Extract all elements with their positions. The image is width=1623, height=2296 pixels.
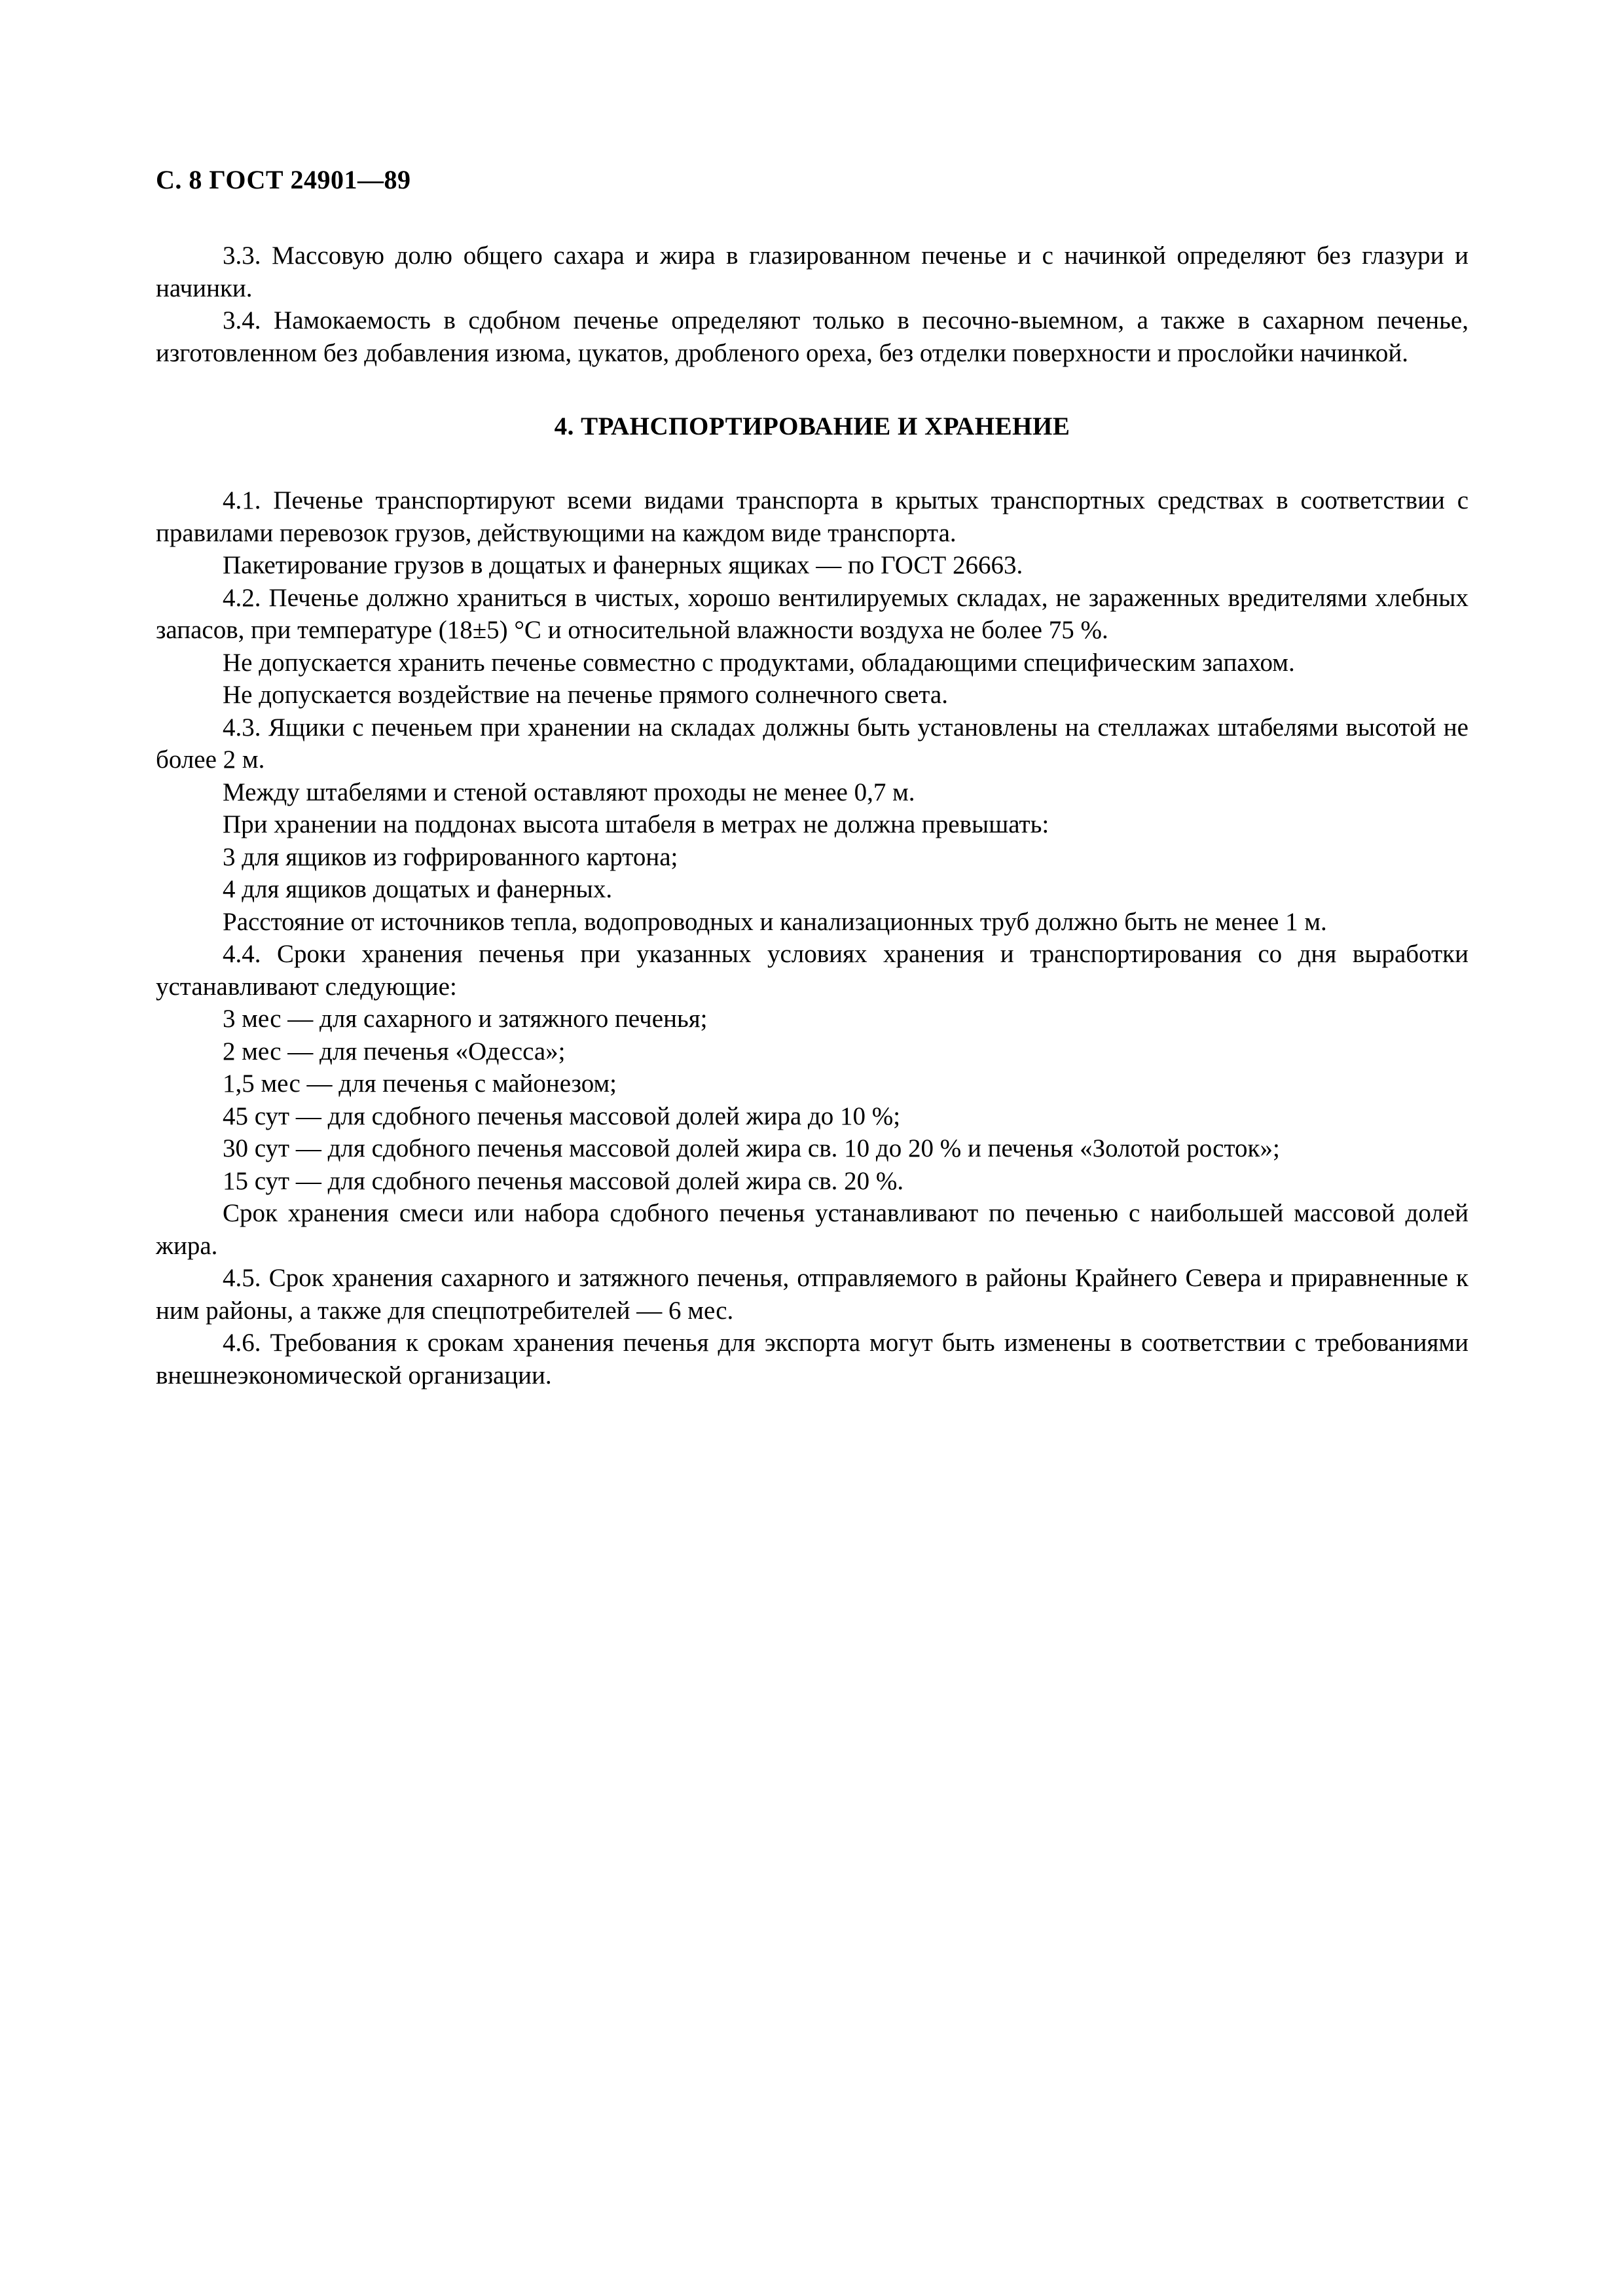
paragraph-4-3: 4.3. Ящики с печеньем при хранении на складах должны быть установлены на стеллажах штабелями высотой не более 2 м. [156, 713, 1468, 774]
paragraph-4-5: 4.5. Срок хранения сахарного и затяжного печенья, отправляемого в районы Крайнего Севера и приравненные к ним районы, а также для спецпотребителей — 6 мес. [156, 1264, 1468, 1325]
paragraph-4-6: 4.6. Требования к срокам хранения печенья для экспорта могут быть изменены в соответствии с требованиями внешнеэкономической организации. [156, 1329, 1468, 1390]
intro-section [156, 240, 1468, 369]
paragraph: Расстояние от источников тепла, водопроводных и канализационных труб должно быть не менее 1 м. [223, 907, 1327, 936]
document-page [156, 162, 1468, 1391]
section-body [156, 484, 1468, 1391]
list-item: 4 для ящиков дощатых и фанерных. [223, 875, 613, 903]
paragraph-3-3: 3.3. Массовую долю общего сахара и жира в глазированном печенье и с начинкой определяют без глазури и начинки. [156, 242, 1468, 302]
list-item: 45 сут — для сдобного печенья массовой долей жира до 10 %; [223, 1102, 901, 1130]
list-item: 15 сут — для сдобного печенья массовой долей жира св. 20 %. [223, 1166, 904, 1195]
paragraph-3-4: 3.4. Намокаемость в сдобном печенье определяют только в песочно-выемном, а также в сахарном печенье, изготовленном без добавления изюма, цукатов, дробленого ореха, без отделки поверхности и прослойки начинкой. [156, 306, 1468, 367]
list-item: 30 сут — для сдобного печенья массовой долей жира св. 10 до 20 % и печенья «Золотой росток»; [223, 1134, 1280, 1162]
list-item: 3 мес — для сахарного и затяжного печенья; [223, 1005, 708, 1033]
list-item: 1,5 мес — для печенья с майонезом; [223, 1069, 617, 1098]
section-title: 4. ТРАНСПОРТИРОВАНИЕ И ХРАНЕНИЕ [554, 412, 1070, 440]
paragraph-4-2: 4.2. Печенье должно храниться в чистых, хорошо вентилируемых складах, не зараженных вредителями хлебных запасов, при температуре (18±5) °С и относительной влажности воздуха не более 75 %. [156, 583, 1468, 644]
paragraph: Пакетирование грузов в дощатых и фанерных ящиках — по ГОСТ 26663. [223, 551, 1023, 579]
paragraph: Не допускается воздействие на печенье прямого солнечного света. [223, 681, 948, 709]
paragraph-4-1: 4.1. Печенье транспортируют всеми видами транспорта в крытых транспортных средствах в соответствии с правилами перевозок грузов, действующими на каждом виде транспорта. [156, 486, 1468, 547]
paragraph: Между штабелями и стеной оставляют проходы не менее 0,7 м. [223, 778, 915, 806]
paragraph: Не допускается хранить печенье совместно с продуктами, обладающими специфическим запахом. [223, 648, 1295, 677]
list-item: 3 для ящиков из гофрированного картона; [223, 842, 678, 871]
paragraph-4-4: 4.4. Сроки хранения печенья при указанных условиях хранения и транспортирования со дня выработки устанавливают следующие: [156, 940, 1468, 1001]
list-item: 2 мес — для печенья «Одесса»; [223, 1037, 566, 1066]
paragraph: При хранении на поддонах высота штабеля в метрах не должна превышать: [223, 810, 1049, 838]
paragraph: Срок хранения смеси или набора сдобного печенья устанавливают по печенью с наибольшей массовой долей жира. [156, 1199, 1468, 1260]
page-header: С. 8 ГОСТ 24901—89 [156, 165, 411, 194]
